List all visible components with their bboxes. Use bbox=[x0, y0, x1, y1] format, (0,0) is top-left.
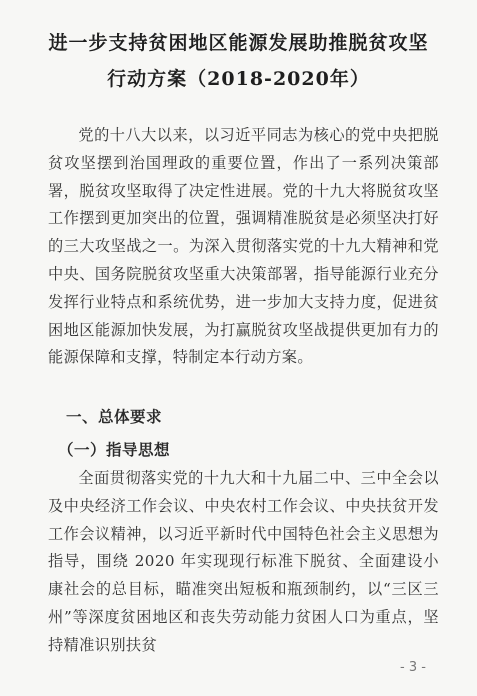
subsection-heading: （一）指导思想 bbox=[58, 440, 171, 459]
document-title-line1: 进一步支持贫困地区能源发展助推脱贫攻坚 bbox=[48, 32, 429, 54]
section-heading: 一、总体要求 bbox=[66, 408, 163, 426]
intro-paragraph: 党的十八大以来，以习近平同志为核心的党中央把脱贫攻坚摆到治国理政的重要位置，作出了一系列决策部署，脱贫攻坚取得了决定性进展。党的十九大将脱贫攻坚工作摆到更加突出的位置，强调精准脱贫是必须坚决打好的三大攻坚战之一。为深入贯彻落实党的十九大精神和党中央、国务院脱贫攻坚重大决策部署，指导能源行业充分发挥行业特点和系统优势，进一步加大支持力度，促进贫困地区能源加快发展，为打赢脱贫攻坚战提供更加有力的能源保障和支撑，特制定本行动方案。 bbox=[48, 126, 439, 367]
page-number: - 3 - bbox=[400, 660, 426, 675]
guiding-paragraph: 全面贯彻落实党的十九大和十九届二中、三中全会以及中央经济工作会议、中央农村工作会议、中央扶贫开发工作会议精神，以习近平新时代中国特色社会主义思想为指导，围绕 2020 年实现现行标准下脱贫、全面建设小康社会的总目标，瞄准突出短板和瓶颈制约，以“三区三州”等深度贫困地区和丧失劳动能力贫困人口为重点，坚持精准识别扶贫 bbox=[48, 469, 439, 654]
document-title-line2: 行动方案（2018-2020年） bbox=[107, 68, 370, 90]
